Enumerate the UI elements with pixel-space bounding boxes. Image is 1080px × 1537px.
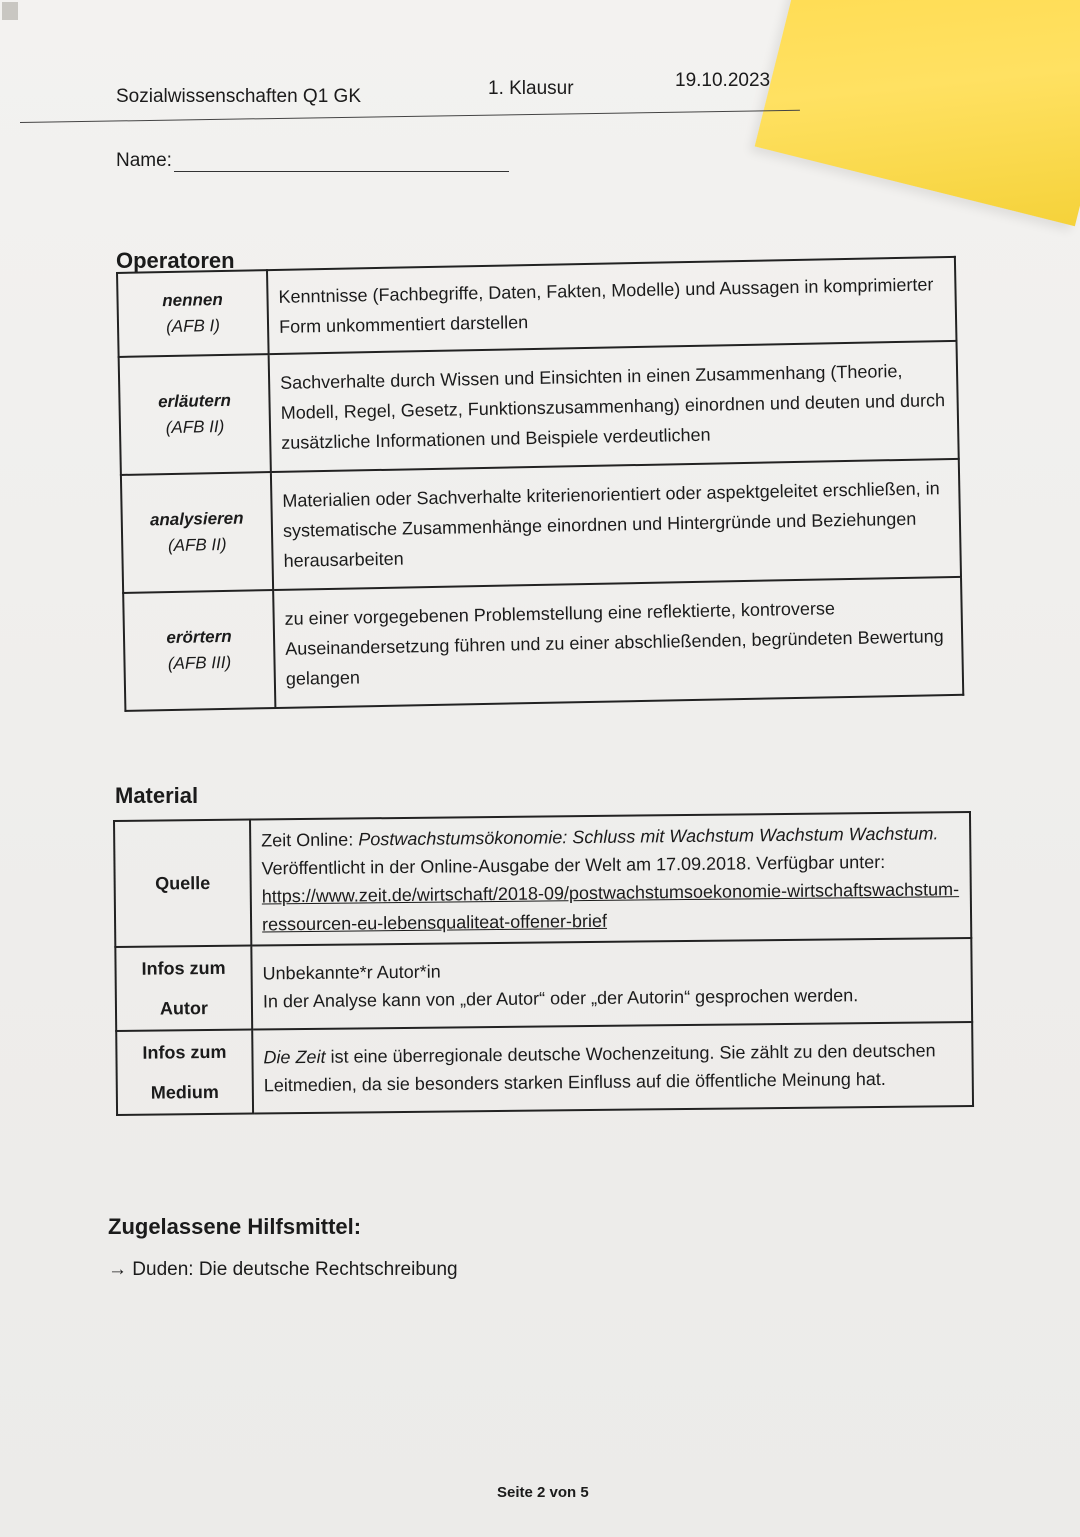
page-number: Seite 2 von 5 bbox=[497, 1484, 589, 1501]
table-row bbox=[115, 938, 972, 1031]
table-row bbox=[116, 1022, 973, 1115]
autor-label: Infos zum Autor bbox=[115, 946, 252, 1031]
operator-description: Kenntnisse (Fachbegriffe, Daten, Fakten, Modelle) und Aussagen in komprimierter Form unkommentiert darstellen bbox=[267, 257, 956, 354]
hilfsmittel-item: → Duden: Die deutsche Rechtschreibung bbox=[108, 1259, 458, 1280]
quelle-label: Quelle bbox=[114, 820, 251, 947]
table-row bbox=[119, 341, 959, 475]
material-title: Material bbox=[115, 783, 199, 808]
hilfsmittel-title: Zugelassene Hilfsmittel: bbox=[108, 1214, 362, 1239]
name-label: Name: bbox=[116, 150, 172, 171]
table-row bbox=[114, 812, 971, 947]
table-row bbox=[121, 459, 961, 593]
scan-mark bbox=[2, 2, 18, 20]
exam-header: 1. Klausur bbox=[488, 78, 574, 99]
sticky-note bbox=[755, 0, 1080, 226]
header-divider bbox=[20, 110, 800, 123]
medium-label: Infos zum Medium bbox=[116, 1030, 253, 1115]
table-row bbox=[117, 257, 956, 357]
quelle-value: Zeit Online: Postwachstumsökonomie: Schluss mit Wachstum Wachstum Wachstum. Veröffentlicht in der Online-Ausgabe der Welt am 17.09.2018. Verfügbar unter: https://www.zeit.de/wirtschaft/2018-09/postwachstumsoekonomie-wirtschaftswachstum-ressourcen-eu-lebensqualiteat-offener-brief bbox=[250, 812, 971, 946]
operator-term: erläutern (AFB II) bbox=[119, 354, 271, 475]
operator-description: Materialien oder Sachverhalte kriterienorientiert oder aspektgeleitet erschließen, in systematische Zusammenhänge einordnen und Hintergründe und Beziehungen herausarbeiten bbox=[271, 459, 961, 590]
material-table bbox=[113, 811, 974, 1116]
operator-term: analysieren (AFB II) bbox=[121, 472, 273, 593]
date-header: 19.10.2023 bbox=[675, 70, 771, 91]
operator-term: nennen (AFB I) bbox=[117, 270, 269, 357]
operatoren-table bbox=[116, 256, 964, 712]
subject-header: Sozialwissenschaften Q1 GK bbox=[116, 86, 362, 107]
name-row bbox=[116, 150, 509, 172]
operator-description: zu einer vorgegebenen Problemstellung eine reflektierte, kontroverse Auseinandersetzung führen und zu einer abschließenden, begründeten Bewertung gelangen bbox=[273, 577, 963, 708]
operator-term: erörtern (AFB III) bbox=[123, 590, 275, 711]
autor-value: Unbekannte*r Autor*in In der Analyse kann von „der Autor“ oder „der Autorin“ gesprochen werden. bbox=[251, 938, 972, 1030]
medium-value: Die Zeit ist eine überregionale deutsche Wochenzeitung. Sie zählt zu den deutschen Leitmedien, da sie besonders starken Einfluss auf die öffentliche Meinung hat. bbox=[252, 1022, 973, 1114]
operatoren-title: Operatoren bbox=[116, 248, 235, 273]
table-row bbox=[123, 577, 963, 711]
name-field[interactable] bbox=[174, 153, 509, 172]
source-link[interactable]: https://www.zeit.de/wirtschaft/2018-09/postwachstumsoekonomie-wirtschaftswachstum-ressourcen-eu-lebensqualiteat-offener-brief bbox=[261, 879, 960, 935]
operator-description: Sachverhalte durch Wissen und Einsichten in einen Zusammenhang (Theorie, Modell, Regel, Gesetz, Funktionszusammenhang) einordnen und deuten und durch zusätzliche Informationen und Beispiele verdeutlichen bbox=[269, 341, 959, 472]
